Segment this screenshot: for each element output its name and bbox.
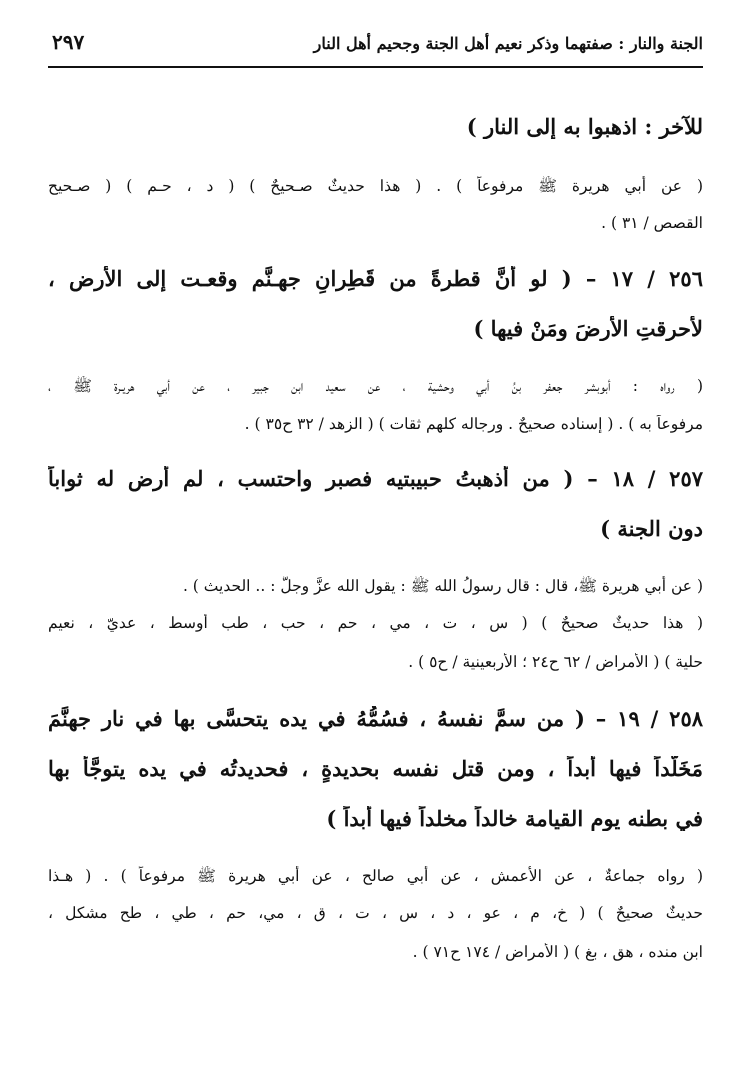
page-header: [48, 30, 703, 68]
takhrij-line: حديثٌ صحيحٌ ) ( خ، م ، عو ، د ، س ، ت ، ق ، مي، حم ، طي ، طح مشكل ،: [48, 904, 703, 922]
takhrij-line: ( عن أبي هريرة ﷺ، قال : قال رسولُ الله ﷺ : يقول الله عزَّ وجلَّ : .. الحديث ) .: [182, 577, 703, 595]
book-page: [48, 30, 703, 1060]
takhrij-line: ابن منده ، هق ، بغ ) ( الأمراض / ١٧٤ ح٧١ ) .: [412, 943, 703, 961]
hadith-text-line: للآخر : اذهبوا به إلى النار ): [466, 114, 703, 139]
running-title: الجنة والنار : صفتهما وذكر نعيم أهل الجنة وجحيم أهل النار: [313, 34, 703, 53]
takhrij-line: ( رواه : أبوبشر جعفر بنُ أبي وحشية ، عن سعيد ابن جبير ، عن أبي هريـرة ﷺ ،: [48, 377, 703, 395]
page-number: ٢٩٧: [52, 30, 85, 54]
hadith-text-line: ٢٥٦ / ١٧ – ( لو أنَّ قطرةً من قَطِرانِ جهـنَّم وقعـت إلى الأرض ،: [48, 266, 703, 291]
takhrij-line: حلية ) ( الأمراض / ٦٢ ح٢٤ ؛ الأربعينية / ح٥ ) .: [408, 653, 703, 671]
takhrij-line: ( عن أبي هريرة ﷺ مرفوعاً ) . ( هذا حديثٌ صـحيحٌ ) ( د ، حـم ) ( صـحيح: [48, 177, 703, 195]
hadith-text-line: ٢٥٧ / ١٨ – ( من أذهبتُ حبيبتيه فصبر واحتسب ، لم أرض له ثواباً: [48, 466, 703, 491]
hadith-text-line: في بطنه يوم القيامة خالداً مخلداً فيها أبداً ): [326, 806, 703, 831]
hadith-text-line: ٢٥٨ / ١٩ – ( من سمَّ نفسهُ ، فسُمُّهُ في يده يتحسَّى بها في نار جهنَّمَ: [48, 706, 703, 731]
takhrij-line: ( رواه جماعةٌ ، عن الأعمش ، عن أبي صالح ، عن أبي هريرة ﷺ مرفوعاً ) . ( هـذا: [48, 867, 703, 885]
takhrij-line: ( هذا حديثٌ صحيحٌ ) ( س ، ت ، مي ، حم ، حب ، طب أوسط ، عديّ ، نعيم: [48, 614, 703, 632]
takhrij-line: القصص / ٣١ ) .: [601, 214, 703, 232]
hadith-text-line: دون الجنة ): [600, 516, 703, 541]
hadith-text-line: مَخَلَّداً فيها أبداً ، ومن قتل نفسه بحديدةٍ ، فحديدتُه في يده يتوجَّأ بها: [48, 756, 703, 781]
hadith-text-line: لأحرقتِ الأرضَ ومَنْ فيها ): [473, 316, 703, 341]
takhrij-line: مرفوعاً به ) . ( إسناده صحيحٌ . ورجاله كلهم ثقات ) ( الزهد / ٣٢ ح٣٥ ) .: [244, 415, 703, 433]
